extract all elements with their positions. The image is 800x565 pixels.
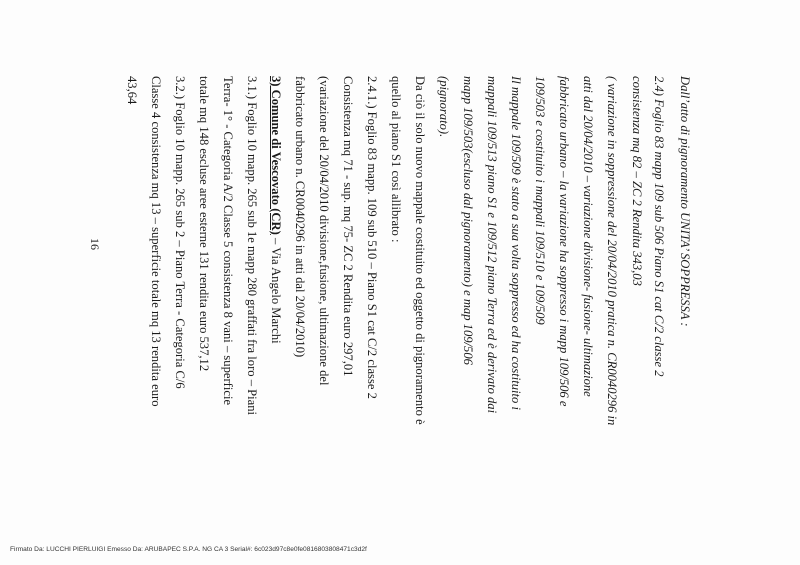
- text-line: (pignorato).: [437, 76, 451, 138]
- text-line: mappali 109/513 piano S1 e 109/512 piano Terra ed è derivato dai: [485, 76, 499, 414]
- text-line: fabbricato urbano n. CR0040296 in atti dal 20/04/2010): [293, 76, 307, 358]
- text-line: atti dal 20/04/2010 – variazione divisione- fusione- ultimazione: [581, 76, 595, 397]
- digital-signature-footer: Firmato Da: LUCCHI PIERLUIGI Emesso Da: ARUBAPEC S.P.A. NG CA 3 Serial#: 6c023d97c8e0fe0816803808471c3d2f: [10, 546, 367, 553]
- text-line: totale mq 148 escluse aree esterne 131 rendita euro 537,12: [197, 76, 211, 372]
- text-line: mapp 109/503(escluso dal pignoramento) e map 109/506: [461, 76, 475, 365]
- text-line: fabbricato urbano – la variazione ha soppresso i mapp 109/506 e: [557, 76, 571, 407]
- text-line: 3.1.) Foglio 10 mapp. 265 sub 1e mapp 280 graffati fra loro – Piani: [245, 76, 259, 416]
- text-line: Terra- 1° - Categoria A/2 Classe 5 consistenza 8 vani – superficie: [221, 76, 235, 406]
- text-line: ( variazione in soppressione del 20/04/2010 pratica n. CR0040296 in: [605, 76, 619, 426]
- text-line: (variazione del 20/04/2010 divisione,fusione, ultimazione del: [317, 76, 331, 386]
- text-line: 43,64: [125, 76, 139, 105]
- text-line: 2.4.1.) Foglio 83 mapp. 109 sub 510 – Piano S1 cat C/2 classe 2: [365, 76, 379, 399]
- text-line: 2.4) Foglio 83 mapp 109 sub 506 Piano S1 cat C/2 classe 2: [652, 76, 666, 377]
- section-heading-address: – Via Angelo Marchi: [269, 237, 283, 344]
- rotated-text-block: [88, 76, 692, 436]
- text-line: Il mappale 109/509 è stato a sua volta soppresso ed ha costituito i: [509, 76, 523, 410]
- page-number: 16: [88, 238, 102, 250]
- text-line: Dall’atto di pignoramento UNITA’ SOPPRESSA :: [678, 76, 692, 327]
- text-line: Classe 4 consistenza mq 13 – superficie totale mq 13 rendita euro: [149, 76, 163, 407]
- section-heading: 3) Comune di Vescovato (CR): [269, 76, 283, 235]
- text-line: Consistenza mq 71 - sup. mq 75- ZC 2 Rendita euro 297,01: [341, 76, 355, 377]
- text-line: consistenza mq 82 – ZC 2 Rendita 343,03: [630, 76, 644, 286]
- text-line: 3.2.) Foglio 10 mapp. 265 sub 2 – Piano Terra - Categoria C/6: [173, 76, 187, 389]
- text-line: quello al piano S1 così allibrato :: [389, 76, 403, 243]
- section-heading-line: [269, 76, 283, 344]
- text-line: Da ciò il solo nuovo mappale costituito ed oggetto di pignoramento è: [413, 76, 427, 425]
- text-line: 109/503 e costituito i mappali 109/510 e 109/509: [533, 76, 547, 325]
